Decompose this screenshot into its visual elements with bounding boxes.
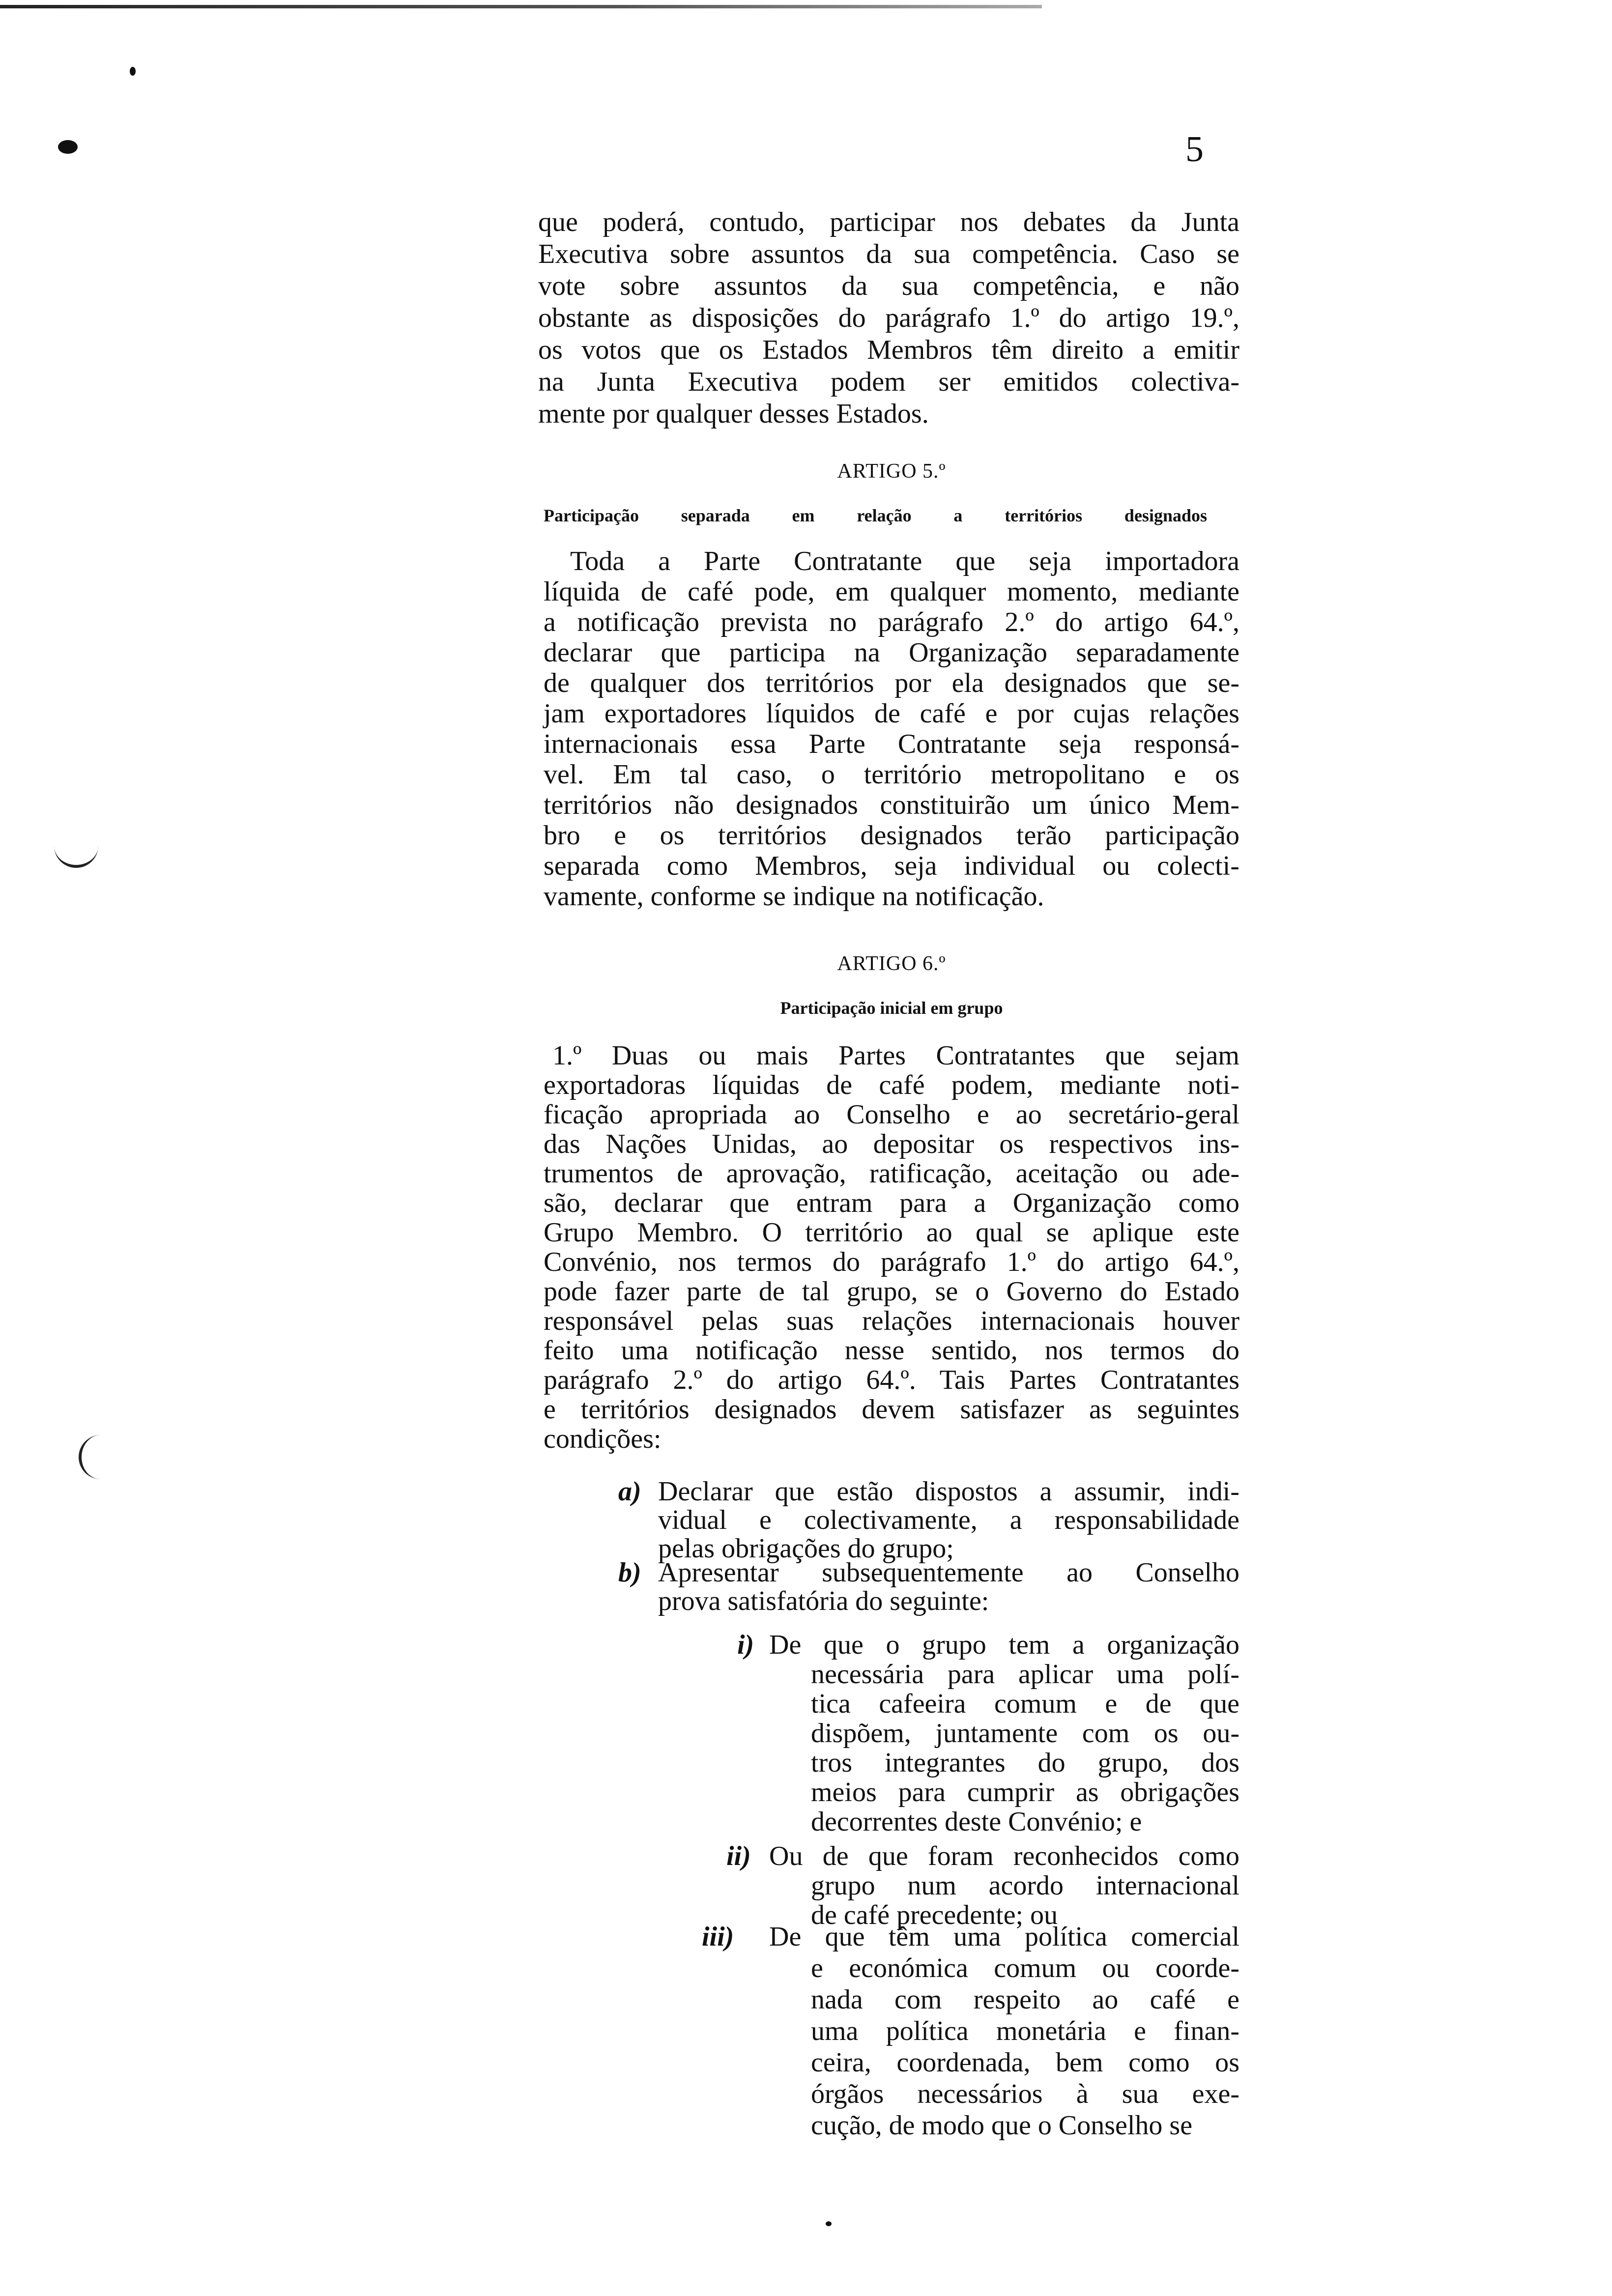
text-line: internacionais essa Parte Contratante seja responsá- (544, 729, 1239, 759)
scan-speck (130, 67, 136, 76)
text-line: 1.º Duas ou mais Partes Contratantes que sejam (552, 1040, 1239, 1071)
text-line: líquida de café pode, em qualquer momento, mediante (544, 576, 1239, 607)
subitem-label: i) (737, 1630, 754, 1660)
text-line: que poderá, contudo, participar nos debates da Junta (538, 207, 1239, 237)
subitem-line: dispõem, juntamente com os ou- (811, 1718, 1239, 1749)
text-line: parágrafo 2.º do artigo 64.º. Tais Partes Contratantes (544, 1365, 1239, 1395)
text-line: Convénio, nos termos do parágrafo 1.º do artigo 64.º, (544, 1247, 1239, 1277)
text-line: das Nações Unidas, ao depositar os respectivos ins- (544, 1129, 1239, 1159)
article-5-subtitle: Participação separada em relação a territórios designados (544, 506, 1207, 525)
text-line: responsável pelas suas relações internacionais houver (544, 1306, 1239, 1336)
list-item-line: prova satisfatória do seguinte: (658, 1586, 989, 1616)
scan-top-rule (0, 5, 1042, 8)
text-line: jam exportadores líquidos de café e por cujas relações (544, 698, 1239, 729)
scan-margin-mark (54, 835, 98, 868)
text-line: feito uma notificação nesse sentido, nos termos do (544, 1335, 1239, 1366)
text-line: separada como Membros, seja individual ou colecti- (544, 851, 1239, 881)
subitem-line: cução, de modo que o Conselho se (811, 2110, 1193, 2141)
text-line: trumentos de aprovação, ratificação, aceitação ou ade- (544, 1158, 1239, 1189)
scan-speck (826, 2221, 832, 2226)
subitem-line: nada com respeito ao café e (811, 1984, 1239, 2015)
text-line: Executiva sobre assuntos da sua competência. Caso se (538, 239, 1239, 269)
page-number: 5 (1185, 129, 1204, 170)
subitem-line: Ou de que foram reconhecidos como (769, 1841, 1239, 1871)
article-6-subtitle: Participação inicial em grupo (780, 998, 1003, 1018)
text-line: Toda a Parte Contratante que seja importadora (570, 546, 1239, 576)
scan-speck (58, 140, 78, 154)
text-line: ficação apropriada ao Conselho e ao secretário-geral (544, 1099, 1239, 1130)
subitem-label: ii) (726, 1841, 751, 1871)
subitem-line: decorrentes deste Convénio; e (811, 1807, 1142, 1837)
subitem-line: meios para cumprir as obrigações (811, 1777, 1239, 1808)
text-line: a notificação prevista no parágrafo 2.º do artigo 64.º, (544, 607, 1239, 637)
text-line: os votos que os Estados Membros têm direito a emitir (538, 335, 1239, 365)
list-item-line: Declarar que estão dispostos a assumir, indi- (658, 1476, 1239, 1507)
subitem-line: ceira, coordenada, bem como os (811, 2047, 1239, 2078)
subitem-label: iii) (702, 1922, 734, 1952)
text-line: obstante as disposições do parágrafo 1.º do artigo 19.º, (538, 303, 1239, 333)
text-line: territórios não designados constituirão um único Mem- (544, 790, 1239, 820)
text-line: condições: (544, 1424, 662, 1454)
text-line: vel. Em tal caso, o território metropolitano e os (544, 759, 1239, 790)
subitem-line: órgãos necessários à sua exe- (811, 2079, 1239, 2109)
subitem-line: De que o grupo tem a organização (769, 1630, 1239, 1660)
subitem-line: De que têm uma política comercial (769, 1922, 1239, 1952)
text-line: vamente, conforme se indique na notificação. (544, 881, 1044, 912)
text-line: Grupo Membro. O território ao qual se aplique este (544, 1217, 1239, 1248)
subitem-line: tica cafeeira comum e de que (811, 1689, 1239, 1719)
list-item-line: vidual e colectivamente, a responsabilidade (658, 1505, 1239, 1535)
subitem-line: necessária para aplicar uma polí- (811, 1659, 1239, 1690)
text-line: bro e os territórios designados terão participação (544, 820, 1239, 851)
subitem-line: e económica comum ou coorde- (811, 1953, 1239, 1983)
list-item-label: a) (618, 1476, 641, 1507)
text-line: na Junta Executiva podem ser emitidos colectiva- (538, 367, 1239, 397)
text-line: e territórios designados devem satisfazer as seguintes (544, 1394, 1239, 1425)
list-item-line: Apresentar subsequentemente ao Conselho (658, 1557, 1239, 1588)
text-line: são, declarar que entram para a Organização como (544, 1188, 1239, 1218)
text-line: declarar que participa na Organização separadamente (544, 637, 1239, 668)
subitem-line: grupo num acordo internacional (811, 1870, 1239, 1901)
list-item-label: b) (618, 1557, 641, 1588)
text-line: pode fazer parte de tal grupo, se o Governo do Estado (544, 1276, 1239, 1307)
article-5-heading: ARTIGO 5.º (837, 460, 946, 483)
text-line: mente por qualquer desses Estados. (538, 399, 929, 429)
list-item-line: pelas obrigações do grupo; (658, 1533, 954, 1564)
scan-margin-mark (79, 1435, 111, 1479)
article-6-heading: ARTIGO 6.º (837, 952, 946, 975)
text-line: de qualquer dos territórios por ela designados que se- (544, 668, 1239, 698)
subitem-line: tros integrantes do grupo, dos (811, 1748, 1239, 1778)
subitem-line: de café precedente; ou (811, 1900, 1058, 1930)
text-line: exportadoras líquidas de café podem, mediante noti- (544, 1070, 1239, 1100)
subitem-line: uma política monetária e finan- (811, 2016, 1239, 2046)
text-line: vote sobre assuntos da sua competência, e não (538, 271, 1239, 301)
